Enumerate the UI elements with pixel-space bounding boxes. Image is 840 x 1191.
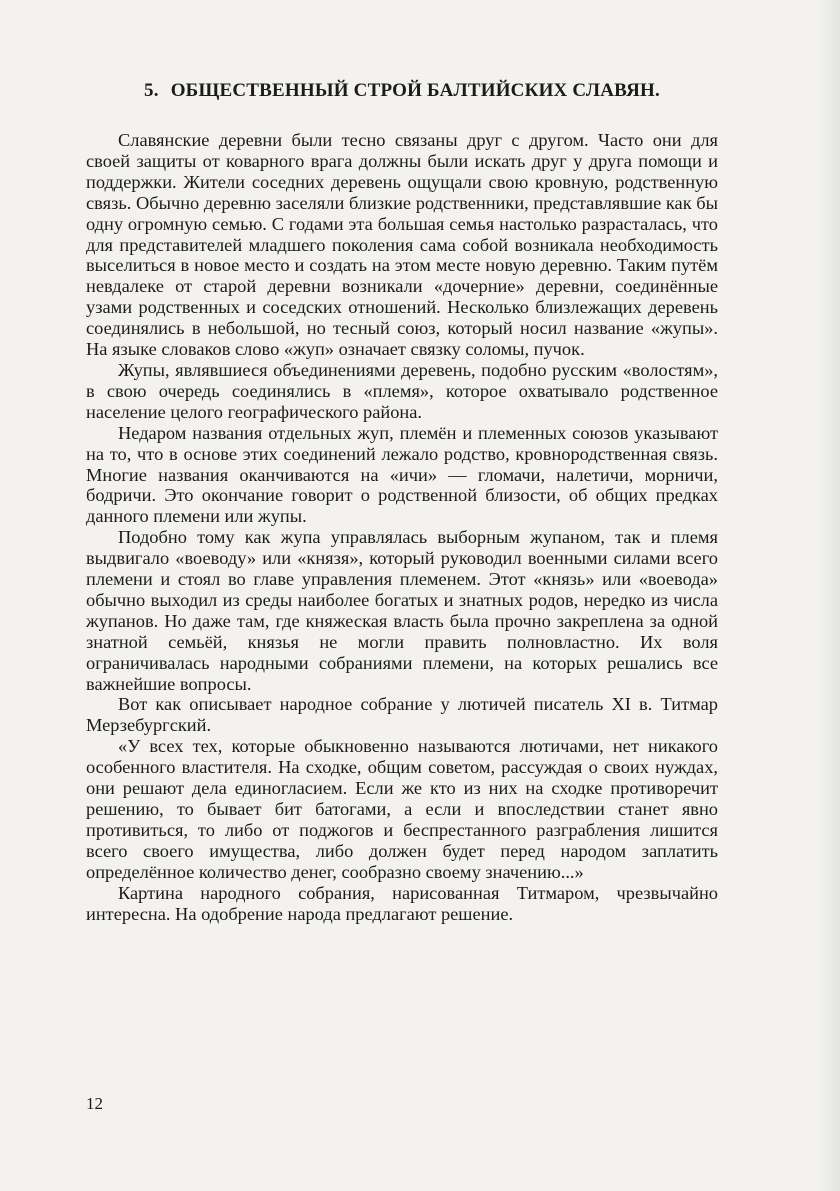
section-title: ОБЩЕСТВЕННЫЙ СТРОЙ БАЛТИЙСКИХ СЛАВЯН.: [170, 80, 660, 101]
paragraph-2: Жупы, являвшиеся объединениями деревень, подобно русским «волостям», в свою очередь соединялись в «племя», которое охватывало родственное население целого географического района.: [86, 359, 718, 422]
paragraph-7: Картина народного собрания, нарисованная Титмаром, чрезвычайно интересна. На одобрение народа предлагают решение.: [86, 882, 718, 924]
section-heading: [86, 78, 718, 104]
scan-edge-shadow: [818, 0, 840, 1191]
page-content: [86, 78, 718, 924]
paragraph-6-quote: «У всех тех, которые обыкновенно называются лютичами, нет никакого особенного властителя. На сходке, общим советом, рассуждая о своих нуждах, они решают дела единогласием. Если же кто из них на сходке противоречит решению, то бывает бит батогами, а если и впоследствии станет явно противиться, то либо от поджогов и беспрестанного разграбления лишится всего своего имущества, либо должен будет перед народом заплатить определённое количество денег, сообразно своему значению...»: [86, 736, 718, 882]
paragraph-1: Славянские деревни были тесно связаны друг с другом. Часто они для своей защиты от коварного врага должны были искать друг у друга помощи и поддержки. Жители соседних деревень ощущали свою кровную, родственную связь. Обычно деревню заселяли близкие родственники, представлявшие как бы одну огромную семью. С годами эта большая семья настолько разрасталась, что для представителей младшего поколения сама собой возникала необходимость выселиться в новое место и создать на этом месте новую деревню. Таким путём невдалеке от старой деревни возникали «дочерние» деревни, соединённые узами родственных и соседских отношений. Несколько близлежащих деревень соединялись в небольшой, но тесный союз, который носил название «жупы». На языке словаков слово «жуп» означает связку соломы, пучок.: [86, 130, 718, 360]
paragraph-5: Вот как описывает народное собрание у лютичей писатель XI в. Титмар Мерзебургский.: [86, 694, 718, 736]
page-number: 12: [86, 1094, 103, 1113]
paragraph-3: Недаром названия отдельных жуп, племён и племенных союзов указывают на то, что в основе этих соединений лежало родство, кровнородственная связь. Многие названия оканчиваются на «ичи» — гломачи, налетичи, морничи, бодричи. Это окончание говорит о родственной близости, об общих предках данного племени или жупы.: [86, 422, 718, 527]
section-number: 5.: [144, 80, 159, 101]
paragraph-4: Подобно тому как жупа управлялась выборным жупаном, так и племя выдвигало «воеводу» или «князя», который руководил военными силами всего племени и стоял во главе управления племенем. Этот «князь» или «воевода» обычно выходил из среды наиболее богатых и знатных родов, нередко из числа жупанов. Но даже там, где княжеская власть была прочно закреплена за одной знатной семьёй, князья не могли править полновластно. Их воля ограничивалась народными собраниями племени, на которых решались все важнейшие вопросы.: [86, 527, 718, 694]
